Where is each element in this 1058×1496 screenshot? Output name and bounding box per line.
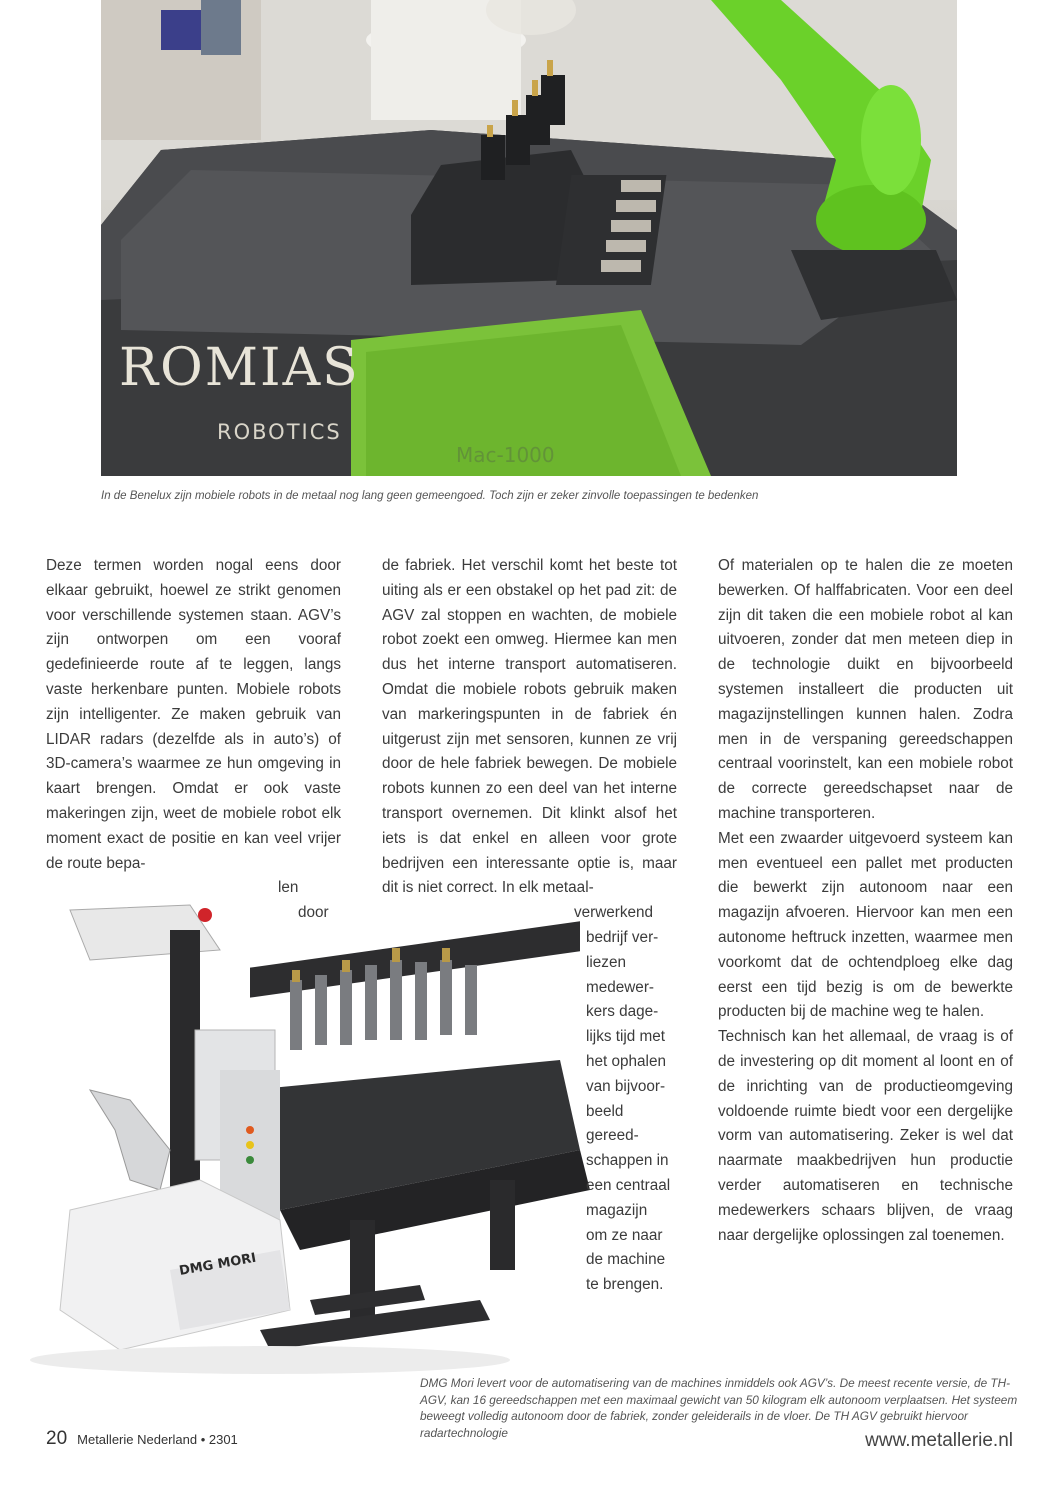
col3-paragraph-2: Met een zwaarder uitgevoerd systeem kan men eventueel een pallet met producten die bewerkt zijn autonoom naar een magazijn afvoeren. Hiervoor kan men een autonome heftruck inzetten, waarmee men voorkomt dat de ochtendploeg elke dag eerst een tijd bezig is om de bewerkte producten bij de machine weg te halen. xyxy=(718,829,1013,1021)
col2-wrap-line: de machine xyxy=(586,1251,666,1269)
col3-paragraph-3: Technisch kan het allemaal, de vraag is of de investering op dit moment al loont en of de inrichting van de productieomgeving voldoende ruimte biedt voor een dergelijke vorm van automatisering. Zeker is wel dat naarmate maakbedrijven hun productie verder automatiseren en technische medewerkers schaars blijven, de vraag naar dergelijke oplossingen zal toenemen. xyxy=(718,1028,1013,1244)
col1-tail-line-2: door xyxy=(298,904,329,922)
col2-wrap-line: kers dage- xyxy=(586,1003,659,1021)
column-2 xyxy=(382,554,677,1298)
col3-paragraph-1: Of materialen op te halen die ze moeten bewerken. Of halffabricaten. Voor een deel zijn dit taken die een mobiele robot al kan uitvoeren, zonder dat men meteen diep in de technologie duikt en bijvoorbeeld systemen installeert die producten uit magazijnstellingen kunnen halen. Zodra men in de verspaning gereedschappen centraal voorinstelt, kan een mobiele robot de correcte gereedschapset naar de machine transporteren. xyxy=(718,557,1013,822)
top-photo xyxy=(101,0,957,476)
col2-wrap-line: schappen in xyxy=(586,1152,669,1170)
col2-wrap-line: het ophalen xyxy=(586,1052,666,1070)
col2-wrap-line: lijks tijd met xyxy=(586,1028,666,1046)
svg-text:Mac-1000: Mac-1000 xyxy=(456,443,555,467)
col2-wrap-line: magazijn xyxy=(586,1201,648,1219)
col2-wrap-line: van bijvoor- xyxy=(586,1077,666,1095)
agv-photo-caption: DMG Mori levert voor de automatisering van de machines inmiddels ook AGV’s. De meest recente versie, de TH-AGV, kan 16 gereedschappen met een maximaal gewicht van 50 kilogram elk autonoom verplaatsen. Het systeem beweegt volledig autonoom door de fabriek, zonder geleiderails in de vloer. De TH AGV gebruikt hiervoor radartechnologie xyxy=(420,1376,1018,1440)
publication-name: Metallerie Nederland • 2301 xyxy=(77,1432,238,1447)
col2-wrap-line: beeld xyxy=(586,1102,624,1120)
footer-left xyxy=(46,1428,238,1450)
col2-wrap-line: een centraal xyxy=(586,1176,671,1194)
col2-wrap-line: om ze naar xyxy=(586,1226,663,1244)
column-3 xyxy=(718,554,1013,1248)
romias-brand-text: ROMIAS xyxy=(119,338,360,398)
dmg-mori-logo: DMG MORI xyxy=(178,1250,258,1279)
col1-tail-line-1: len xyxy=(278,879,299,897)
col2-wrap-line: gereed- xyxy=(586,1127,639,1145)
col2-wrap-line-1: verwerkend xyxy=(574,904,654,922)
robotics-brand-text: ROBOTICS xyxy=(217,420,342,444)
col2-paragraph: de fabriek. Het verschil komt het beste tot uiting als er een obstakel op het pad zit: de AGV zal stoppen en wachten, de mobiele robot zoekt een omweg. Hiermee kan men dus het interne transport automatiseren. Omdat die mobiele robots gebruik maken van markeringspunten in de fabriek én uitgerust zijn met sensoren, kunnen ze vrij door de hele fabriek bewegen. De mobiele robots kunnen zo een deel van het interne transport overnemen. Dit klinkt alsof het iets is dat enkel en alleen voor grote bedrijven een interessante optie is, maar dit is niet correct. In elk metaal- xyxy=(382,557,677,897)
romias-robot-illustration xyxy=(101,0,957,476)
column-1 xyxy=(46,554,341,926)
col2-wrap-line: bedrijf ver- xyxy=(586,928,659,946)
website-link[interactable]: www.metallerie.nl xyxy=(865,1430,1013,1451)
page-number: 20 xyxy=(46,1428,68,1449)
col1-paragraph: Deze termen worden nogal eens door elkaar gebruikt, hoewel ze strikt genomen voor verschillende systemen staan. AGV’s zijn ontworpen om een vooraf gedefinieerde route af te leggen, langs vaste herkenbare punten. Mobiele robots zijn intelligenter. Ze maken gebruik van LIDAR radars (dezelfde als in auto’s) of 3D-camera’s waarmee ze hun omgeving in kaart brengen. Omdat er ook vaste makeringen zijn, weet de mobiele robot elk moment exact de positie en kan veel vrijer de route bepa- xyxy=(46,557,341,872)
top-photo-caption: In de Benelux zijn mobiele robots in de metaal nog lang geen gemeengoed. Toch zijn er zeker zinvolle toepassingen te bedenken xyxy=(101,490,759,502)
col2-wrap-line: te brengen. xyxy=(586,1276,664,1294)
col2-wrap-line: liezen xyxy=(586,953,626,971)
col2-wrap-line: medewer- xyxy=(586,978,655,996)
col2-narrow-column xyxy=(586,926,677,1298)
